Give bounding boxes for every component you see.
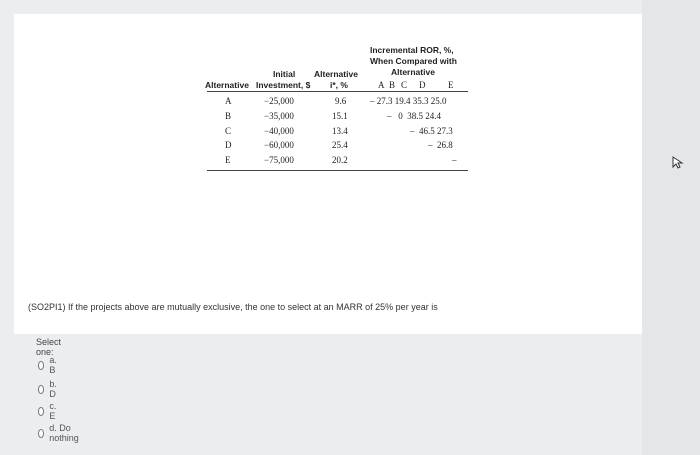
radio-icon[interactable] xyxy=(38,361,44,370)
row-ror: 15.1 xyxy=(332,111,348,121)
compare-col-d: D xyxy=(419,80,426,90)
row-incremental: – xyxy=(452,155,457,165)
table-header-rule xyxy=(207,91,468,92)
row-incremental: – 46.5 27.3 xyxy=(410,126,453,136)
radio-icon[interactable] xyxy=(38,429,44,438)
question-card xyxy=(14,14,642,334)
row-incremental: – 26.8 xyxy=(428,140,453,150)
radio-icon[interactable] xyxy=(38,385,44,394)
cursor-icon xyxy=(671,155,685,169)
row-alt: A xyxy=(225,96,232,106)
option-d[interactable] xyxy=(38,423,82,443)
row-ror: 20.2 xyxy=(332,155,348,165)
option-label: a. B xyxy=(49,355,57,375)
option-b[interactable] xyxy=(38,379,60,399)
col-ror: i*, % xyxy=(330,80,348,90)
option-c[interactable] xyxy=(38,401,59,421)
row-investment: −25,000 xyxy=(264,96,294,106)
compare-col-c: C xyxy=(401,80,408,90)
row-ror: 9.6 xyxy=(335,96,347,106)
compare-col-a: A xyxy=(378,80,385,90)
col-alternative: Alternative xyxy=(205,80,249,90)
col-investment: Investment, $ xyxy=(256,80,311,90)
option-label: c. E xyxy=(49,401,57,421)
incremental-header-line2: When Compared with xyxy=(370,56,457,66)
incremental-header-line1: Incremental ROR, %, xyxy=(370,45,454,55)
row-ror: 13.4 xyxy=(332,126,348,136)
option-label: b. D xyxy=(49,379,57,399)
option-label: d. Do nothing xyxy=(49,423,79,443)
compare-col-e: E xyxy=(448,80,454,90)
row-alt: E xyxy=(225,155,231,165)
row-alt: B xyxy=(225,111,232,121)
row-investment: −35,000 xyxy=(264,111,294,121)
radio-icon[interactable] xyxy=(38,407,44,416)
row-ror: 25.4 xyxy=(332,140,348,150)
row-investment: −60,000 xyxy=(264,140,294,150)
col-alternative-top: Alternative xyxy=(314,69,358,79)
row-incremental: – 0 38.5 24.4 xyxy=(387,111,441,121)
row-investment: −75,000 xyxy=(264,155,294,165)
row-incremental: – 27.3 19.4 35.3 25.0 xyxy=(370,96,447,106)
select-one-label: Select one: xyxy=(36,337,62,357)
question-text: (SO2PI1) If the projects above are mutually exclusive, the one to select at an MARR of 25% per year is xyxy=(28,302,438,312)
table-bottom-rule xyxy=(207,170,468,171)
row-investment: −40,000 xyxy=(264,126,294,136)
col-initial: Initial xyxy=(273,69,296,79)
incremental-header-line3: Alternative xyxy=(391,67,435,77)
row-alt: D xyxy=(225,140,232,150)
option-a[interactable] xyxy=(38,355,60,375)
compare-col-b: B xyxy=(389,80,396,90)
row-alt: C xyxy=(225,126,232,136)
right-margin xyxy=(642,0,700,455)
